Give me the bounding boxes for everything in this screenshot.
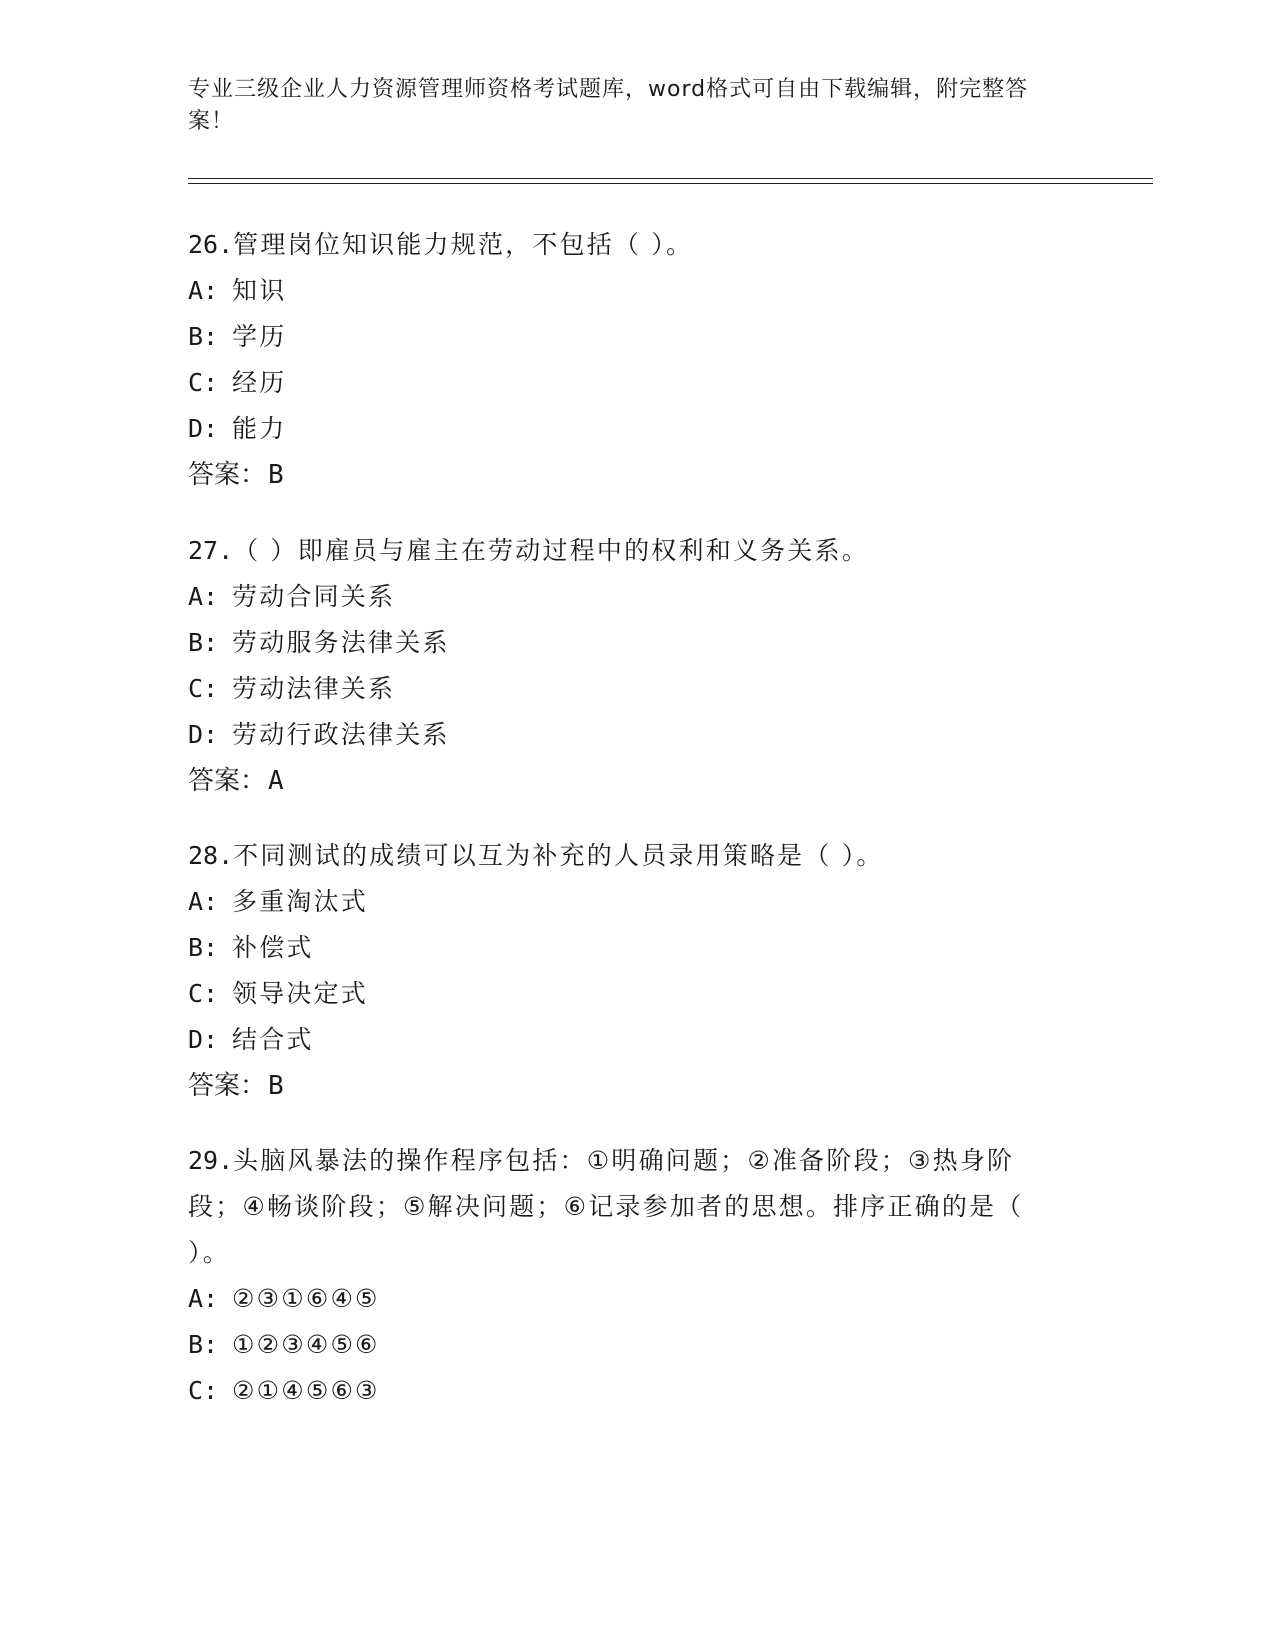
question-stem <box>188 1138 1068 1276</box>
option-key: B: <box>188 1330 219 1359</box>
option-a <box>188 1276 1068 1322</box>
option-key: C: <box>188 674 219 703</box>
option-key: D: <box>188 720 219 749</box>
option-key: D: <box>188 414 219 443</box>
answer-value: A <box>268 766 284 796</box>
option-c <box>188 1368 1068 1414</box>
option-text: 经历 <box>232 368 287 397</box>
question-number: 27. <box>188 536 234 565</box>
option-key: A: <box>188 887 219 916</box>
question-text: （ ）即雇员与雇主在劳动过程中的权利和义务关系。 <box>233 536 869 565</box>
question-stem <box>188 833 1088 879</box>
option-text: 补偿式 <box>232 933 314 962</box>
option-text: 劳动行政法律关系 <box>232 720 450 749</box>
option-text: ②③①⑥④⑤ <box>232 1284 380 1313</box>
option-text: 劳动服务法律关系 <box>232 628 450 657</box>
question-stem <box>188 222 1088 268</box>
option-text: ②①④⑤⑥③ <box>232 1376 380 1405</box>
option-text: 结合式 <box>232 1025 314 1054</box>
answer-line <box>188 758 1088 804</box>
option-b <box>188 925 1088 971</box>
question-number: 29. <box>188 1146 234 1175</box>
option-text: 学历 <box>232 322 287 351</box>
option-text: 能力 <box>232 414 287 443</box>
option-key: B: <box>188 628 219 657</box>
option-d <box>188 1017 1088 1063</box>
option-text: 多重淘汰式 <box>232 887 369 916</box>
question-number: 26. <box>188 230 234 259</box>
question-text: 头脑风暴法的操作程序包括：①明确问题；②准备阶段；③热身阶段；④畅谈阶段；⑤解决问题；⑥记录参加者的思想。排序正确的是（ ）。 <box>188 1146 1024 1267</box>
option-text: 劳动合同关系 <box>232 582 396 611</box>
option-c <box>188 360 1088 406</box>
question-27 <box>188 528 1088 804</box>
option-key: A: <box>188 582 219 611</box>
answer-label: 答案： <box>188 460 267 490</box>
option-a <box>188 879 1088 925</box>
option-key: C: <box>188 979 219 1008</box>
question-26 <box>188 222 1088 498</box>
question-text: 不同测试的成绩可以互为补充的人员录用策略是（ ）。 <box>233 841 884 870</box>
question-28 <box>188 833 1088 1109</box>
option-c <box>188 666 1088 712</box>
answer-value: B <box>268 460 284 490</box>
question-29 <box>188 1138 1068 1414</box>
question-number: 28. <box>188 841 234 870</box>
answer-line <box>188 452 1088 498</box>
option-text: 知识 <box>232 276 287 305</box>
answer-value: B <box>268 1071 284 1101</box>
option-text: 领导决定式 <box>232 979 369 1008</box>
question-stem <box>188 528 1088 574</box>
answer-label: 答案： <box>188 1071 267 1101</box>
option-d <box>188 712 1088 758</box>
option-key: A: <box>188 1284 219 1313</box>
answer-label: 答案： <box>188 766 267 796</box>
option-key: D: <box>188 1025 219 1054</box>
option-b <box>188 314 1088 360</box>
header-divider-bottom <box>188 183 1153 184</box>
option-a <box>188 574 1088 620</box>
option-key: B: <box>188 933 219 962</box>
option-a <box>188 268 1088 314</box>
option-text: 劳动法律关系 <box>232 674 396 703</box>
answer-line <box>188 1063 1088 1109</box>
option-key: B: <box>188 322 219 351</box>
option-b <box>188 1322 1068 1368</box>
option-b <box>188 620 1088 666</box>
option-c <box>188 971 1088 1017</box>
option-text: ①②③④⑤⑥ <box>232 1330 380 1359</box>
option-d <box>188 406 1088 452</box>
document-header: 专业三级企业人力资源管理师资格考试题库，word格式可自由下载编辑，附完整答案！ <box>188 77 1029 134</box>
option-key: C: <box>188 1376 219 1405</box>
option-key: C: <box>188 368 219 397</box>
option-key: A: <box>188 276 219 305</box>
question-text: 管理岗位知识能力规范，不包括（ ）。 <box>233 230 694 259</box>
header-divider-top <box>188 178 1153 179</box>
